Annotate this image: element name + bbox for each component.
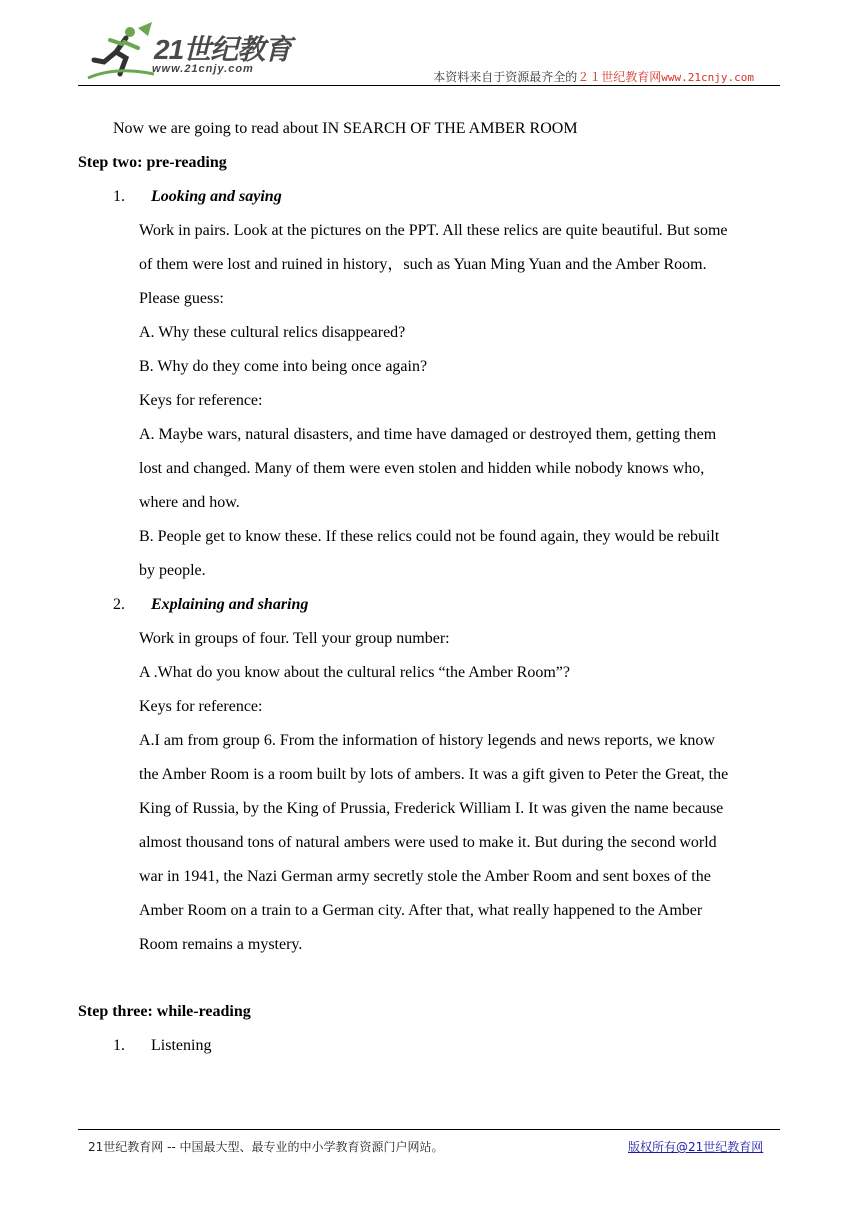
- paragraph-line: by people.: [139, 562, 206, 579]
- paragraph-line: B. People get to know these. If these relics could not be found again, they would be rebuilt: [139, 528, 720, 545]
- paragraph-line: A. Why these cultural relics disappeared?: [139, 324, 406, 341]
- running-man-icon: [86, 22, 156, 82]
- paragraph-line: lost and changed. Many of them were even stolen and hidden while nobody knows who,: [139, 460, 705, 477]
- header-note-site: ２１世纪教育网: [577, 70, 662, 84]
- logo-url: www.21cnjy.com: [152, 63, 254, 75]
- paragraph-line: Room remains a mystery.: [139, 936, 303, 953]
- list-item-title: Listening: [151, 1037, 212, 1054]
- list-item-title: Looking and saying: [151, 188, 282, 205]
- paragraph-line: B. Why do they come into being once again?: [139, 358, 428, 375]
- paragraph-line: the Amber Room is a room built by lots of ambers. It was a gift given to Peter the Great, the: [139, 766, 729, 783]
- paragraph-line: Keys for reference:: [139, 392, 263, 409]
- document-body: [78, 112, 788, 1063]
- paragraph-line: A.I am from group 6. From the information of history legends and news reports, we know: [139, 732, 715, 749]
- paragraph-line: A .What do you know about the cultural relics “the Amber Room”?: [139, 664, 570, 681]
- header-note-url[interactable]: www.21cnjy.com: [661, 71, 754, 84]
- paragraph-line: war in 1941, the Nazi German army secretly stole the Amber Room and sent boxes of the: [139, 868, 711, 885]
- logo-title: 21世纪教育: [154, 34, 292, 65]
- step-two-heading: Step two: pre-reading: [78, 154, 227, 171]
- paragraph-line: Amber Room on a train to a German city. After that, what really happened to the Amber: [139, 902, 703, 919]
- list-number: 1.: [113, 1037, 125, 1054]
- paragraph-line: King of Russia, by the King of Prussia, Frederick William I. It was given the name because: [139, 800, 724, 817]
- step-three-heading: Step three: while-reading: [78, 1003, 251, 1020]
- blank-line: [78, 962, 788, 995]
- page-header: [78, 18, 780, 88]
- footer-copyright-link[interactable]: 版权所有@21世纪教育网: [628, 1140, 764, 1154]
- paragraph-line: Work in groups of four. Tell your group number:: [139, 630, 450, 647]
- intro-text: Now we are going to read about IN SEARCH OF THE AMBER ROOM: [113, 120, 578, 137]
- footer-site-description: 21世纪教育网 -- 中国最大型、最专业的中小学教育资源门户网站。: [88, 1140, 444, 1154]
- site-logo[interactable]: [86, 22, 336, 82]
- list-item-listening: [78, 1029, 788, 1063]
- paragraph-line: Work in pairs. Look at the pictures on the PPT. All these relics are quite beautiful. But some: [139, 222, 728, 239]
- list-item-explaining-sharing: [78, 588, 788, 622]
- paragraph-line: of them were lost and ruined in history，such as Yuan Ming Yuan and the Amber Room.: [139, 256, 707, 273]
- header-divider: [78, 85, 780, 86]
- paragraph-line: Keys for reference:: [139, 698, 263, 715]
- list-item-title: Explaining and sharing: [151, 596, 309, 613]
- paragraph-line: Please guess:: [139, 290, 224, 307]
- footer-divider: [78, 1129, 780, 1130]
- paragraph-line: where and how.: [139, 494, 240, 511]
- list-number: 2.: [113, 596, 125, 613]
- paragraph-line: A. Maybe wars, natural disasters, and time have damaged or destroyed them, getting them: [139, 426, 717, 443]
- list-item-looking-saying: [78, 180, 788, 214]
- header-note-prefix: 本资料来自于资源最齐全的: [433, 70, 578, 84]
- list-number: 1.: [113, 188, 125, 205]
- header-source-note: [433, 68, 754, 85]
- paragraph-line: almost thousand tons of natural ambers were used to make it. But during the second world: [139, 834, 717, 851]
